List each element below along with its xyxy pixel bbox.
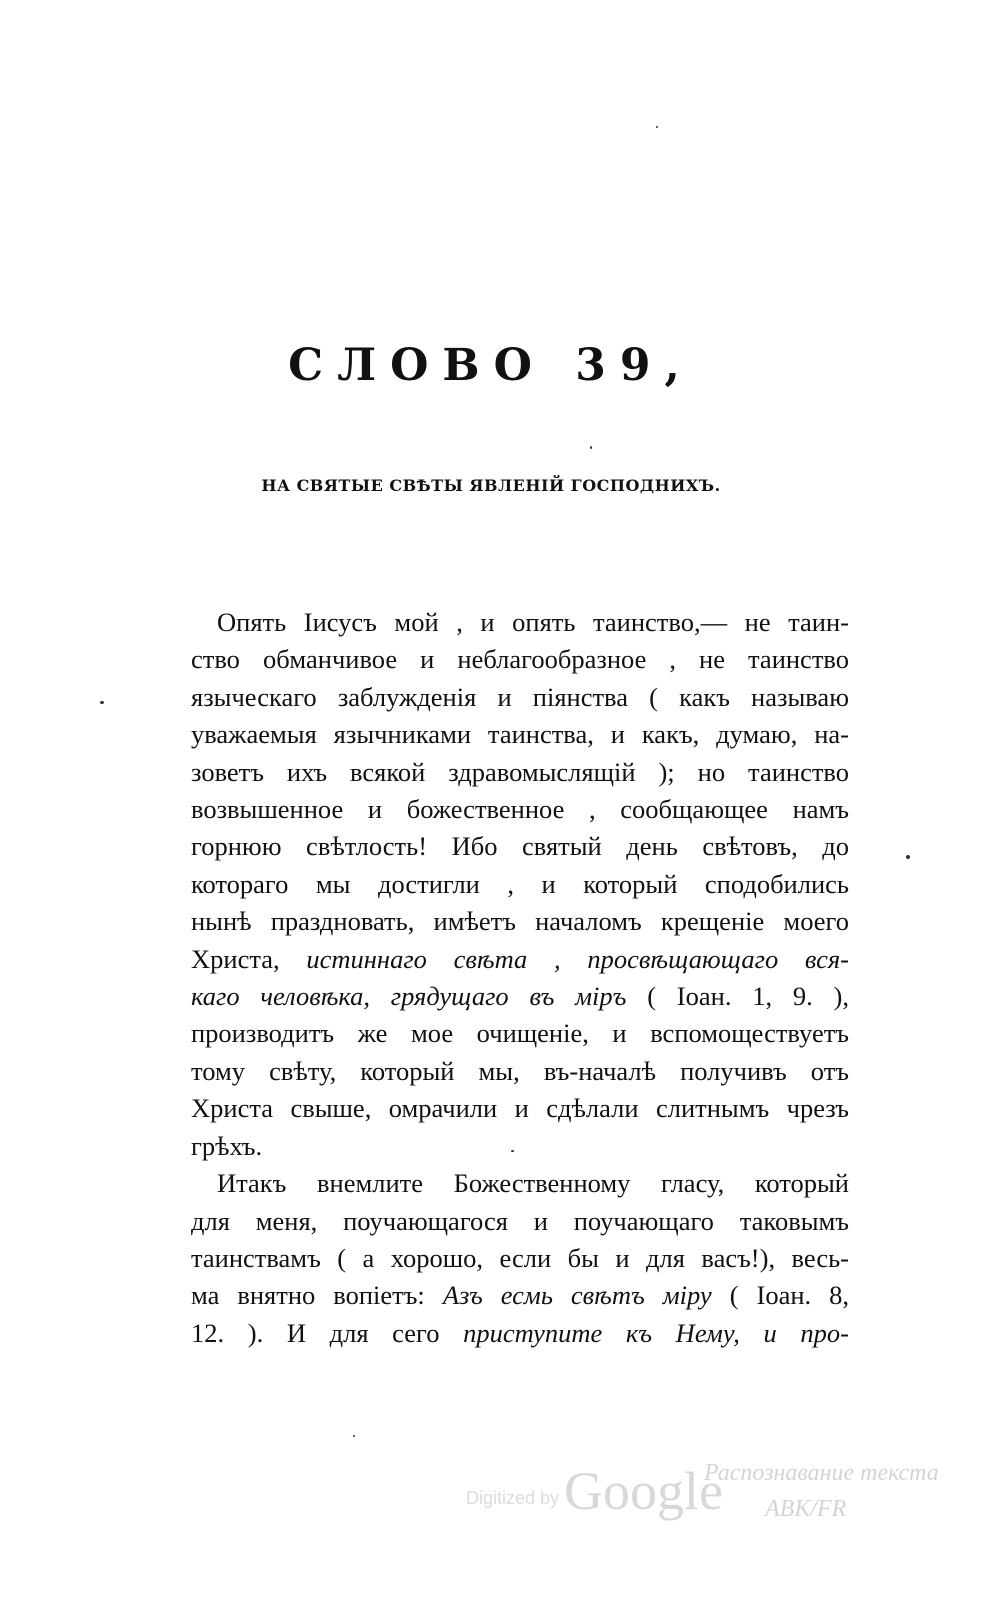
ocr-credit-signature: ABK/FR [765,1496,847,1522]
text-line: котораго мы достигли , и который сподобились [191,868,849,899]
text-line: нынѣ праздновать, имѣетъ началомъ крещеніе моего [191,906,849,937]
scripture-reference: ( Іоан. 1, 9. ), [647,981,849,1012]
text-line-mixed [191,941,849,978]
paragraph-1 [191,604,849,1165]
text-line: ство обманчивое и неблагообразное , не таинство [191,644,849,675]
quotation-italic: истиннаго свѣта , просвѣщающаго вся- [306,943,849,974]
text-run: 12. ). И для сего [191,1317,440,1348]
text-line: грѣхъ. [191,1130,263,1161]
body-text [191,604,849,1352]
text-line: возвышенное и божественное , сообщающее намъ [191,794,849,825]
text-line: горнюю свѣтлость! Ибо святый день свѣтовъ, до [191,831,849,862]
digitized-by-label: Digitized by [466,1488,560,1508]
print-speck [590,446,592,449]
text-line-mixed [191,1315,849,1352]
digitization-watermark [460,1450,960,1570]
text-run: Христа, [191,943,280,974]
print-speck [906,855,910,859]
google-logo: Google [564,1461,723,1521]
text-line-mixed [191,978,849,1015]
paragraph-2 [191,1165,849,1352]
print-speck [100,701,104,704]
text-line: таинствамъ ( а хорошо, если бы и для васъ!), весь- [191,1242,849,1273]
text-run: ма внятно вопіетъ: [191,1280,425,1311]
print-speck [656,126,658,128]
text-line: тому свѣту, который мы, въ-началѣ получивъ отъ [191,1055,849,1086]
text-line: Итакъ внемлите Божественному гласу, который [217,1168,849,1199]
text-line: зоветъ ихъ всякой здравомыслящій ); но таинство [191,756,849,787]
print-speck [511,1150,514,1152]
quotation-italic: каго человѣка, грядущаго въ міръ [191,981,627,1012]
text-line: производитъ же мое очищеніе, и вспомоществуетъ [191,1018,849,1049]
text-line: Опять Іисусъ мой , и опять таинство,— не таин- [217,607,849,637]
text-line: уважаемыя язычниками таинства, и какъ, думаю, на- [191,719,849,750]
ocr-credit-label: Распознавание текста [704,1460,939,1486]
print-speck [353,1435,355,1437]
scripture-reference: ( Іоан. 8, [729,1280,849,1311]
text-line: языческаго заблужденія и піянства ( какъ называю [191,681,849,712]
quotation-italic: приступите къ Нему, и про- [463,1317,849,1348]
text-line-mixed [191,1277,849,1314]
text-line: для меня, поучающагося и поучающаго таковымъ [191,1205,849,1236]
quotation-italic: Азъ есмь свѣтъ міру [442,1280,712,1311]
page-subtitle: НА СВЯТЫЕ СВѢТЫ ЯВЛЕНІЙ ГОСПОДНИХЪ. [261,476,721,495]
text-line: Христа свыше, омрачили и сдѣлали слитнымъ чрезъ [191,1093,849,1124]
page-title: СЛОВО 39, [288,340,694,391]
